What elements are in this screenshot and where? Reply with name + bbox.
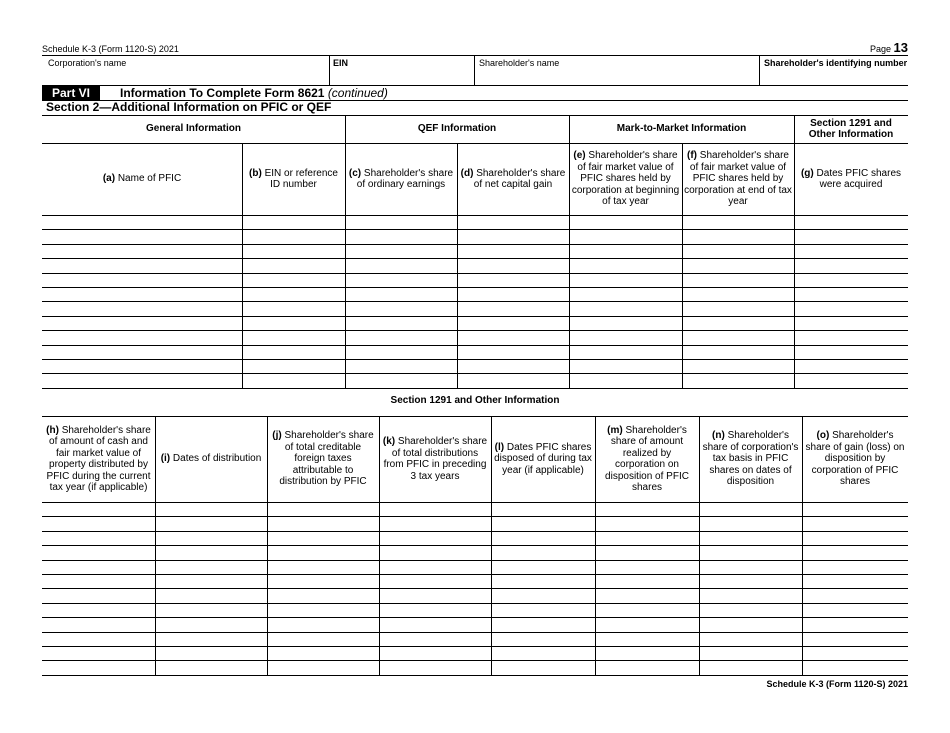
table-row[interactable] [42, 331, 908, 344]
col-n-header [699, 416, 802, 502]
col-l-letter: (l) [494, 441, 505, 453]
table-row[interactable] [42, 561, 908, 574]
col-d-letter: (d) [460, 167, 474, 179]
table-row[interactable] [42, 604, 908, 617]
col-h-letter: (h) [46, 424, 59, 436]
col-a-text: Name of PFIC [117, 173, 182, 185]
shareholder-id-label: Shareholder's identifying number [764, 58, 908, 68]
col-k-letter: (k) [382, 436, 396, 447]
table-row[interactable] [42, 633, 908, 646]
table-row[interactable] [42, 230, 908, 243]
ein-field[interactable] [329, 55, 474, 85]
col-c-letter: (c) [348, 167, 362, 179]
col-k-header [379, 416, 491, 502]
col-i-header [155, 416, 267, 502]
form-name-header: Schedule K-3 (Form 1120-S) 2021 [42, 44, 179, 54]
col-n-text: Shareholder's share of corporation's tax basis in PFIC shares on dates of disposition [702, 430, 799, 488]
col-j-letter: (j) [272, 430, 282, 442]
page-indicator [870, 40, 908, 55]
table-row[interactable] [42, 647, 908, 660]
table-row[interactable] [42, 274, 908, 287]
table-row[interactable] [42, 317, 908, 330]
col-c-text: Shareholder's share of ordinary earnings [356, 167, 454, 190]
group-general-information: General Information [145, 123, 241, 135]
col-m-header [595, 416, 699, 502]
table-row[interactable] [42, 302, 908, 315]
part-badge: Part VI [42, 86, 100, 100]
table-row[interactable] [42, 618, 908, 631]
col-d-text: Shareholder's share of net capital gain [473, 167, 566, 190]
col-i-text: Dates of distribution [172, 453, 262, 465]
col-b-text: EIN or reference ID number [264, 167, 338, 190]
col-g-header [794, 143, 908, 215]
col-g-text: Dates PFIC shares were acquired [816, 167, 902, 190]
part-title-suffix: (continued) [327, 86, 388, 100]
group-section-1291: Section 1291 and Other Information [808, 117, 894, 140]
corporation-name-field[interactable] [42, 55, 329, 85]
col-i-letter: (i) [160, 453, 171, 465]
table-row[interactable] [42, 374, 908, 387]
table-row[interactable] [42, 546, 908, 559]
table-row[interactable] [42, 216, 908, 229]
table-row[interactable] [42, 517, 908, 530]
table-row[interactable] [42, 245, 908, 258]
table-row[interactable] [42, 661, 908, 674]
col-m-letter: (m) [607, 424, 623, 436]
col-c-header [345, 143, 457, 215]
col-o-header [802, 416, 908, 502]
col-l-text: Dates PFIC shares disposed of during tax year (if applicable) [494, 441, 592, 476]
table-row[interactable] [42, 503, 908, 516]
col-j-text: Shareholder's share of total creditable foreign taxes attributable to distribution by PFIC [279, 430, 374, 488]
table2-row-rule [42, 675, 908, 676]
ein-label: EIN [333, 58, 349, 68]
form-name-footer: Schedule K-3 (Form 1120-S) 2021 [766, 679, 908, 689]
col-g-letter: (g) [800, 167, 814, 179]
col-f-header [682, 143, 794, 215]
col-o-letter: (o) [816, 430, 830, 442]
table1-row-rule [42, 388, 908, 389]
table-row[interactable] [42, 288, 908, 301]
table-row[interactable] [42, 589, 908, 602]
shareholder-name-label: Shareholder's name [479, 58, 560, 68]
col-l-header [491, 416, 595, 502]
col-e-letter: (e) [573, 150, 586, 162]
group-mark-to-market-information: Mark-to-Market Information [616, 123, 747, 135]
col-f-text: Shareholder's share of fair market value of PFIC shares held by corporation at end of tax year [684, 150, 792, 208]
shareholder-id-field[interactable] [759, 55, 908, 85]
part-title [120, 86, 388, 100]
page-number: 13 [893, 40, 908, 55]
table-row[interactable] [42, 532, 908, 545]
col-n-letter: (n) [712, 430, 725, 442]
col-a-letter: (a) [102, 173, 116, 185]
section-title: Section 2—Additional Information on PFIC or QEF [46, 100, 332, 114]
part-title-text: Information To Complete Form 8621 [120, 86, 325, 100]
table-row[interactable] [42, 360, 908, 373]
col-o-text: Shareholder's share of gain (loss) on disposition by corporation of PFIC shares [805, 430, 905, 488]
corporation-name-label: Corporation's name [48, 58, 127, 68]
table-row[interactable] [42, 259, 908, 272]
group-qef-information: QEF Information [417, 123, 497, 135]
col-k-text: Shareholder's share of total distributions from PFIC in preceding 3 tax years [383, 436, 488, 482]
page-label: Page [869, 44, 892, 54]
col-e-text: Shareholder's share of fair market value of PFIC shares held by corporation at beginning of tax year [571, 150, 680, 208]
table-row[interactable] [42, 575, 908, 588]
col-h-text: Shareholder's share of amount of cash and fair market value of property distributed by PFIC during the current tax year (if applicable) [46, 424, 151, 493]
col-b-letter: (b) [249, 167, 262, 179]
col-j-header [267, 416, 379, 502]
col-b-header [242, 143, 345, 215]
table-row[interactable] [42, 346, 908, 359]
col-m-text: Shareholder's share of amount realized by corporation on disposition of PFIC shares [605, 424, 689, 493]
col-d-header [457, 143, 569, 215]
col-e-header [569, 143, 682, 215]
table2-title: Section 1291 and Other Information [390, 395, 560, 406]
col-f-letter: (f) [687, 150, 698, 162]
col-h-header [42, 416, 155, 502]
shareholder-name-field[interactable] [474, 55, 759, 85]
col-a-header [42, 143, 242, 215]
